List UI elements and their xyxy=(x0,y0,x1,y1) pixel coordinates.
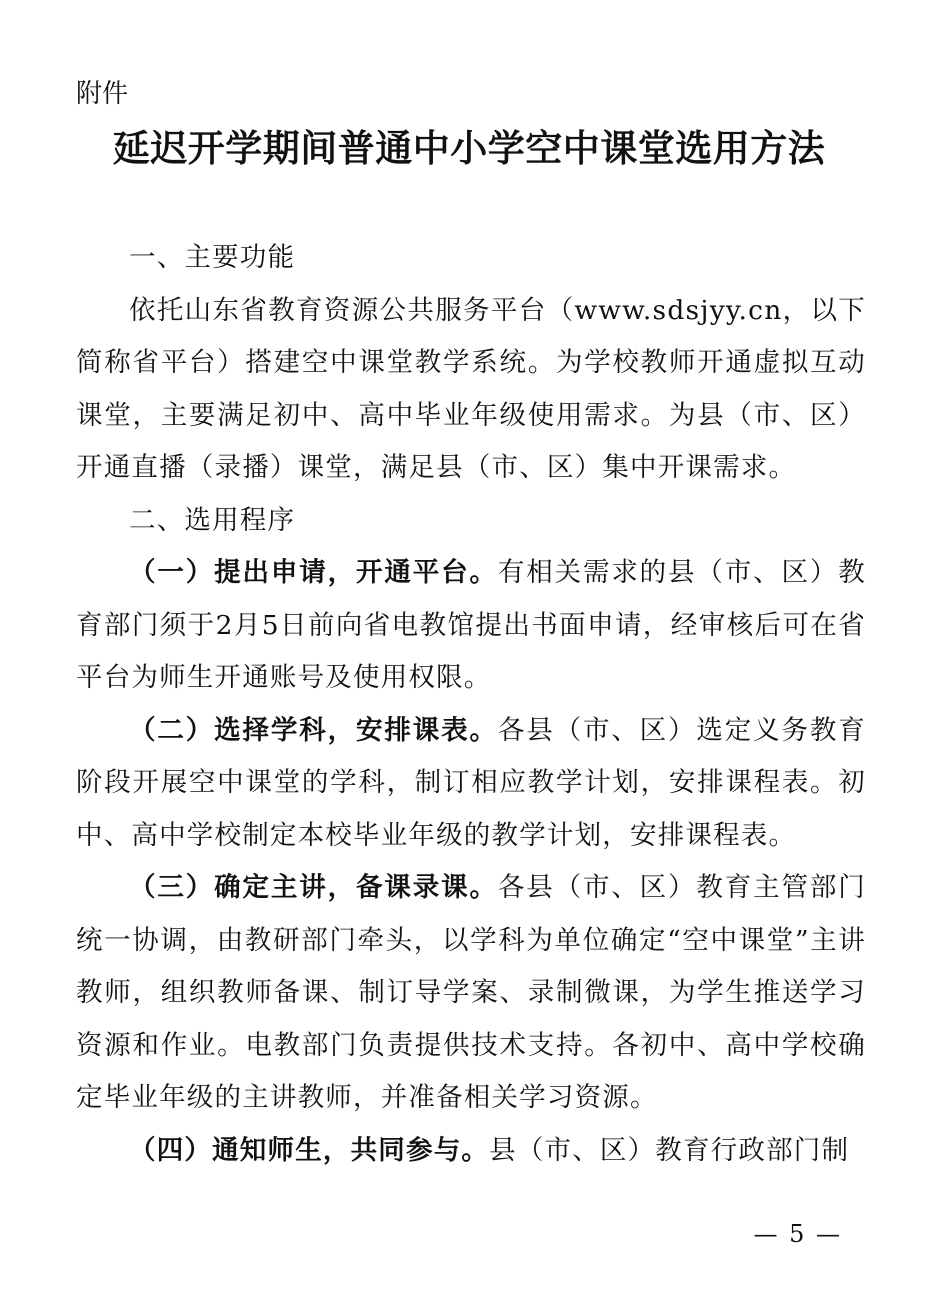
step-text: 县（市、区）教育行政部门制 xyxy=(489,1134,850,1166)
procedure-step-3 xyxy=(76,862,866,1125)
step-text: 各县（市、区）教育主管部门统一协调，由教研部门牵头，以学科为单位确定“空中课堂”主讲教师，组织教师备课、制订导学案、录制微课，为学生推送学习资源和作业。电教部门负责提供技术支持。各初中、高中学校确定毕业年级的主讲教师，并准备相关学习资源。 xyxy=(76,872,866,1113)
step-text: 有相关需求的县（市、区）教育部门须于2月5日前向省电教馆提出书面申请，经审核后可在省平台为师生开通账号及使用权限。 xyxy=(76,557,866,693)
section-heading-main-functions: 一、主要功能 xyxy=(129,242,296,273)
step-lead: （二）选择学科，安排课表。 xyxy=(129,714,498,746)
procedure-step-1 xyxy=(76,547,866,705)
attachment-label: 附件 xyxy=(76,79,129,109)
procedure-step-4 xyxy=(76,1125,866,1178)
step-lead: （三）确定主讲，备课录课。 xyxy=(129,872,498,903)
document-title: 延迟开学期间普通中小学空中课堂选用方法 xyxy=(112,126,826,170)
step-lead: （四）通知师生，共同参与。 xyxy=(129,1134,490,1166)
section-heading-procedure: 二、选用程序 xyxy=(129,504,296,536)
document-body xyxy=(76,232,866,1177)
step-lead: （一）提出申请，开通平台。 xyxy=(129,557,498,588)
page-number: — 5 — xyxy=(753,1220,842,1248)
paragraph-main-functions: 依托山东省教育资源公共服务平台（www.sdsjyy.cn，以下简称省平台）搭建空中课堂教学系统。为学校教师开通虚拟互动课堂，主要满足初中、高中毕业年级使用需求。为县（市、区）开通直播（录播）课堂，满足县（市、区）集中开课需求。 xyxy=(76,294,866,483)
procedure-step-2 xyxy=(76,705,866,863)
step-text: 各县（市、区）选定义务教育阶段开展空中课堂的学科，制订相应教学计划，安排课程表。初中、高中学校制定本校毕业年级的教学计划，安排课程表。 xyxy=(76,714,866,851)
